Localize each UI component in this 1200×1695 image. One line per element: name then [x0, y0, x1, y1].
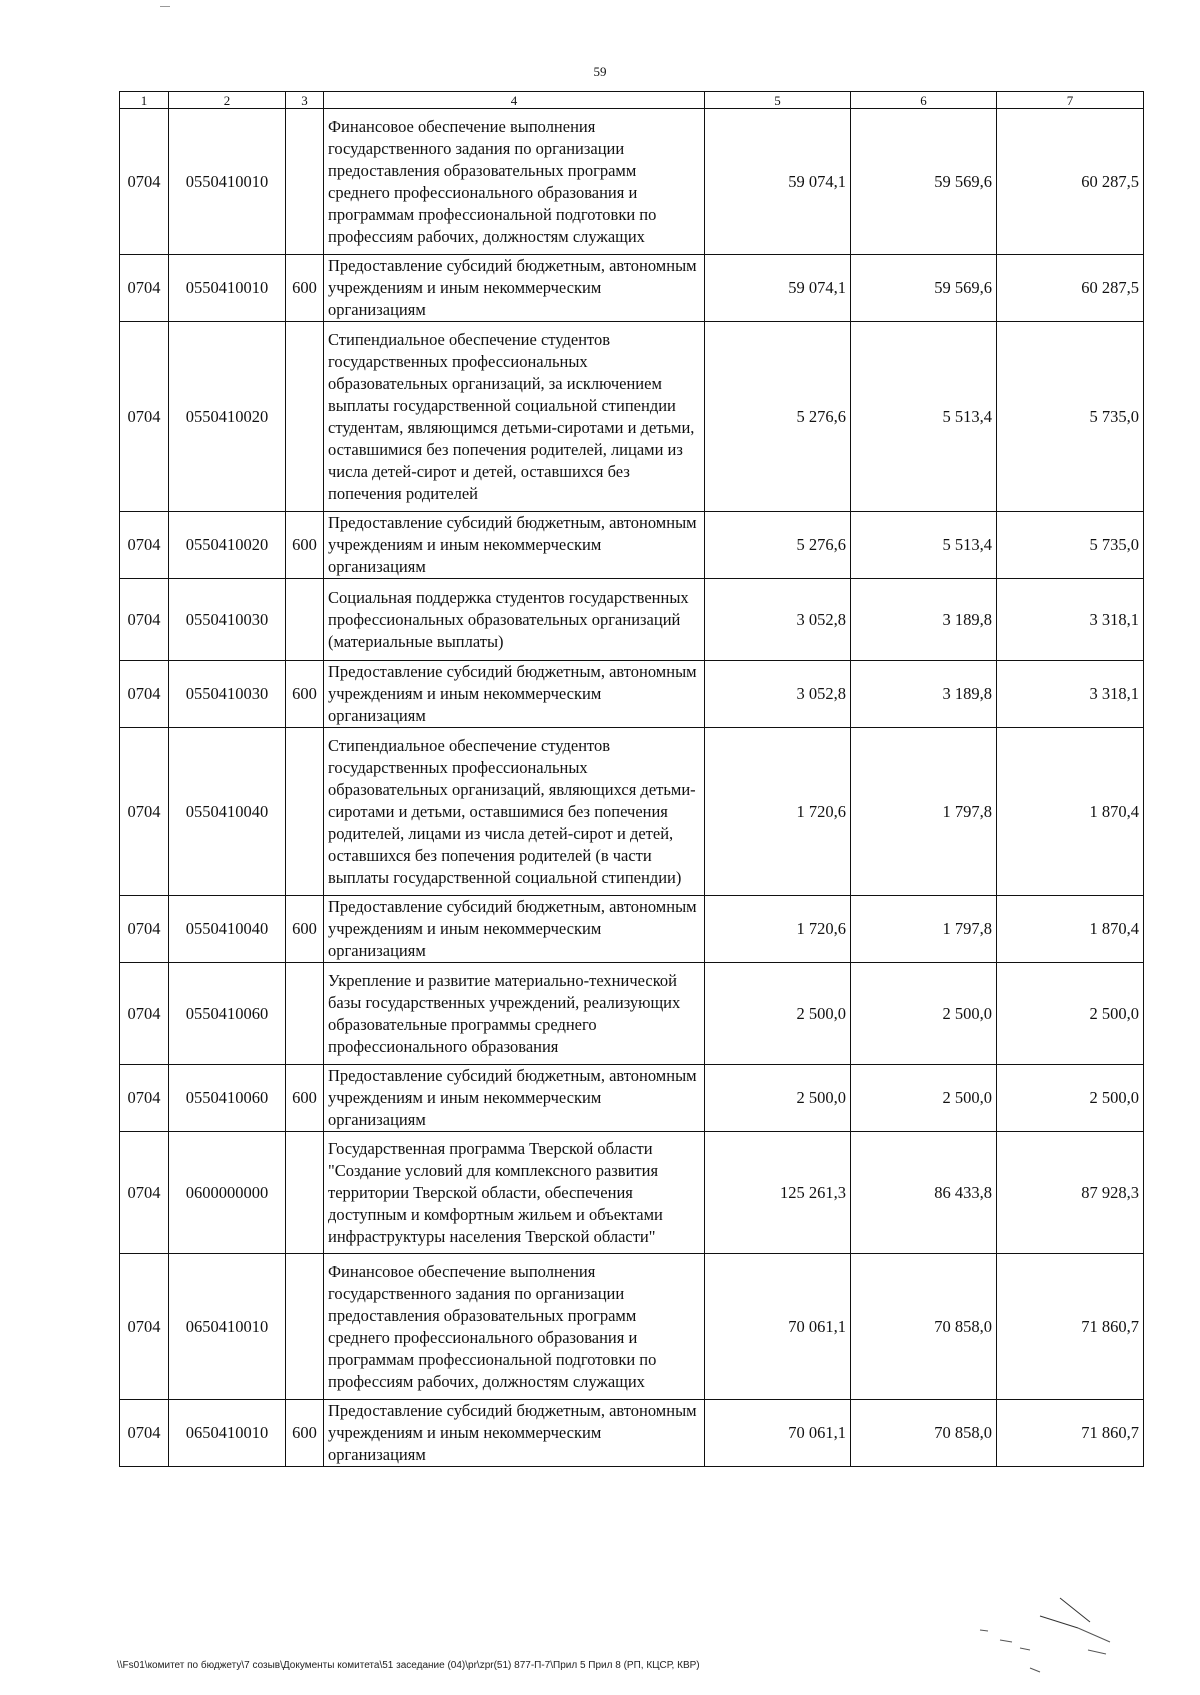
- cell-expense-type-code: 600: [286, 1400, 324, 1467]
- cell-section-code: 0704: [120, 579, 169, 661]
- budget-table: [119, 91, 1144, 1467]
- cell-amount-col7: 2 500,0: [997, 963, 1144, 1065]
- cell-amount-col6: 5 513,4: [851, 512, 997, 579]
- cell-expense-type-code: [286, 1254, 324, 1400]
- handwritten-mark: [960, 1590, 1140, 1680]
- cell-description: Укрепление и развитие материально-технической базы государственных учреждений, реализующих образовательные программы среднего профессионального образования: [324, 963, 705, 1065]
- table-row: [120, 255, 1144, 322]
- cell-target-article-code: 0550410060: [169, 1065, 286, 1132]
- column-header-1: 1: [120, 92, 169, 109]
- table-row: [120, 1065, 1144, 1132]
- table-row: [120, 1400, 1144, 1467]
- cell-amount-col7: 71 860,7: [997, 1400, 1144, 1467]
- column-header-3: 3: [286, 92, 324, 109]
- cell-expense-type-code: [286, 963, 324, 1065]
- cell-amount-col5: 70 061,1: [705, 1254, 851, 1400]
- cell-expense-type-code: [286, 728, 324, 896]
- cell-amount-col5: 125 261,3: [705, 1132, 851, 1254]
- cell-description: Государственная программа Тверской области "Создание условий для комплексного развития территории Тверской области, обеспечения доступным и комфортным жильем и объектами инфраструктуры населения Тверской области": [324, 1132, 705, 1254]
- cell-amount-col7: 1 870,4: [997, 896, 1144, 963]
- column-header-4: 4: [324, 92, 705, 109]
- cell-amount-col7: 60 287,5: [997, 255, 1144, 322]
- cell-expense-type-code: 600: [286, 896, 324, 963]
- cell-amount-col5: 1 720,6: [705, 896, 851, 963]
- cell-expense-type-code: 600: [286, 1065, 324, 1132]
- table-row: [120, 1254, 1144, 1400]
- cell-section-code: 0704: [120, 661, 169, 728]
- cell-amount-col7: 2 500,0: [997, 1065, 1144, 1132]
- cell-amount-col5: 1 720,6: [705, 728, 851, 896]
- column-header-6: 6: [851, 92, 997, 109]
- cell-target-article-code: 0550410040: [169, 896, 286, 963]
- page-number: 59: [593, 64, 607, 79]
- cell-amount-col7: 87 928,3: [997, 1132, 1144, 1254]
- cell-description: Финансовое обеспечение выполнения государственного задания по организации предоставления образовательных программ среднего профессионального образования и программам профессиональной подготовки по профессиям рабочих, должностям служащих: [324, 109, 705, 255]
- cell-description: Предоставление субсидий бюджетным, автономным учреждениям и иным некоммерческим организациям: [324, 1065, 705, 1132]
- cell-amount-col5: 59 074,1: [705, 109, 851, 255]
- cell-description: Социальная поддержка студентов государственных профессиональных образовательных организаций (материальные выплаты): [324, 579, 705, 661]
- cell-amount-col6: 70 858,0: [851, 1254, 997, 1400]
- cell-target-article-code: 0550410020: [169, 512, 286, 579]
- table-row: [120, 896, 1144, 963]
- cell-expense-type-code: [286, 322, 324, 512]
- cell-amount-col6: 1 797,8: [851, 896, 997, 963]
- cell-amount-col7: 3 318,1: [997, 661, 1144, 728]
- table-row: [120, 579, 1144, 661]
- file-path-footer: \\Fs01\комитет по бюджету\7 созыв\Документы комитета\51 заседание (04)\pr\zpr(51) 877-П-7\Прил 5 Прил 8 (РП, КЦСР, КВР): [117, 1660, 700, 1671]
- cell-description: Стипендиальное обеспечение студентов государственных профессиональных образовательных организаций, за исключением выплаты государственной социальной стипендии студентам, являющимся детьми-сиротами и детьми, оставшимися без попечения родителей, лицами из числа детей-сирот и детей, оставшихся без попечения родителей: [324, 322, 705, 512]
- column-header-7: 7: [997, 92, 1144, 109]
- cell-description: Финансовое обеспечение выполнения государственного задания по организации предоставления образовательных программ среднего профессионального образования и программам профессиональной подготовки по профессиям рабочих, должностям служащих: [324, 1254, 705, 1400]
- cell-target-article-code: 0550410020: [169, 322, 286, 512]
- header-row: [120, 92, 1144, 109]
- cell-target-article-code: 0650410010: [169, 1254, 286, 1400]
- cell-section-code: 0704: [120, 728, 169, 896]
- cell-section-code: 0704: [120, 109, 169, 255]
- cell-amount-col6: 70 858,0: [851, 1400, 997, 1467]
- cell-section-code: 0704: [120, 512, 169, 579]
- cell-target-article-code: 0600000000: [169, 1132, 286, 1254]
- cell-amount-col7: 3 318,1: [997, 579, 1144, 661]
- cell-expense-type-code: [286, 579, 324, 661]
- cell-amount-col5: 2 500,0: [705, 963, 851, 1065]
- cell-target-article-code: 0550410030: [169, 661, 286, 728]
- cell-amount-col5: 59 074,1: [705, 255, 851, 322]
- cell-amount-col7: 5 735,0: [997, 512, 1144, 579]
- cell-section-code: 0704: [120, 1132, 169, 1254]
- table-row: [120, 661, 1144, 728]
- table-row: [120, 322, 1144, 512]
- cell-description: Предоставление субсидий бюджетным, автономным учреждениям и иным некоммерческим организациям: [324, 1400, 705, 1467]
- cell-amount-col7: 60 287,5: [997, 109, 1144, 255]
- cell-section-code: 0704: [120, 322, 169, 512]
- cell-amount-col7: 71 860,7: [997, 1254, 1144, 1400]
- table-body: [120, 109, 1144, 1467]
- cell-expense-type-code: 600: [286, 661, 324, 728]
- cell-amount-col5: 70 061,1: [705, 1400, 851, 1467]
- table-row: [120, 728, 1144, 896]
- cell-description: Предоставление субсидий бюджетным, автономным учреждениям и иным некоммерческим организациям: [324, 512, 705, 579]
- table-row: [120, 963, 1144, 1065]
- cell-amount-col5: 2 500,0: [705, 1065, 851, 1132]
- cell-amount-col6: 59 569,6: [851, 255, 997, 322]
- cell-amount-col5: 3 052,8: [705, 579, 851, 661]
- cell-amount-col6: 1 797,8: [851, 728, 997, 896]
- cell-section-code: 0704: [120, 963, 169, 1065]
- cell-description: Предоставление субсидий бюджетным, автономным учреждениям и иным некоммерческим организациям: [324, 661, 705, 728]
- column-header-2: 2: [169, 92, 286, 109]
- cell-expense-type-code: [286, 109, 324, 255]
- table-row: [120, 1132, 1144, 1254]
- cell-target-article-code: 0650410010: [169, 1400, 286, 1467]
- cell-description: Стипендиальное обеспечение студентов государственных профессиональных образовательных организаций, являющихся детьми-сиротами и детьми, оставшимися без попечения родителей, лицами из числа детей-сирот и детей, оставшихся без попечения родителей (в части выплаты государственной социальной стипендии): [324, 728, 705, 896]
- cell-amount-col6: 2 500,0: [851, 963, 997, 1065]
- cell-expense-type-code: 600: [286, 512, 324, 579]
- cell-target-article-code: 0550410010: [169, 109, 286, 255]
- cell-amount-col6: 5 513,4: [851, 322, 997, 512]
- cell-section-code: 0704: [120, 896, 169, 963]
- cell-expense-type-code: 600: [286, 255, 324, 322]
- cell-section-code: 0704: [120, 1065, 169, 1132]
- cell-amount-col5: 3 052,8: [705, 661, 851, 728]
- cell-amount-col6: 3 189,8: [851, 661, 997, 728]
- cell-section-code: 0704: [120, 1254, 169, 1400]
- cell-section-code: 0704: [120, 1400, 169, 1467]
- cell-section-code: 0704: [120, 255, 169, 322]
- cell-amount-col7: 5 735,0: [997, 322, 1144, 512]
- column-header-5: 5: [705, 92, 851, 109]
- cell-target-article-code: 0550410060: [169, 963, 286, 1065]
- cell-amount-col6: 2 500,0: [851, 1065, 997, 1132]
- cell-amount-col5: 5 276,6: [705, 512, 851, 579]
- cell-target-article-code: 0550410030: [169, 579, 286, 661]
- cell-target-article-code: 0550410010: [169, 255, 286, 322]
- cell-description: Предоставление субсидий бюджетным, автономным учреждениям и иным некоммерческим организациям: [324, 896, 705, 963]
- table-header: [120, 92, 1144, 109]
- cell-amount-col5: 5 276,6: [705, 322, 851, 512]
- cell-amount-col6: 86 433,8: [851, 1132, 997, 1254]
- table-row: [120, 109, 1144, 255]
- cell-amount-col6: 59 569,6: [851, 109, 997, 255]
- cell-description: Предоставление субсидий бюджетным, автономным учреждениям и иным некоммерческим организациям: [324, 255, 705, 322]
- table-row: [120, 512, 1144, 579]
- cell-target-article-code: 0550410040: [169, 728, 286, 896]
- scan-mark: [160, 6, 170, 7]
- cell-expense-type-code: [286, 1132, 324, 1254]
- cell-amount-col6: 3 189,8: [851, 579, 997, 661]
- cell-amount-col7: 1 870,4: [997, 728, 1144, 896]
